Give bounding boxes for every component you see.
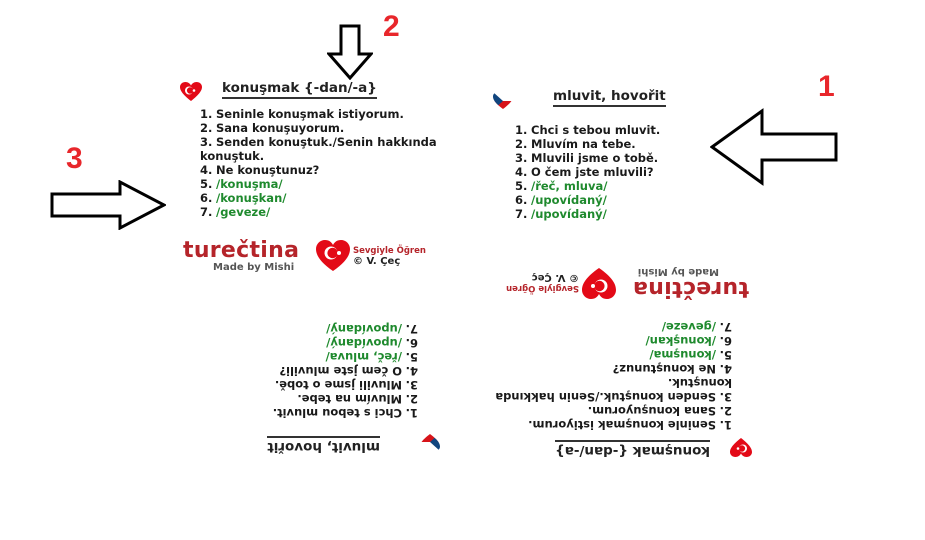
seal-line-1: Sevgiyle Öğren	[353, 246, 426, 256]
list-item: 1.Seninle konuşmak istiyorum.	[528, 418, 732, 432]
turkish-card	[180, 80, 442, 275]
list-item: 7./geveze/	[661, 320, 732, 334]
list-item: 1. Seninle konuşmak istiyorum.	[200, 107, 404, 121]
marker-2: 2	[383, 10, 400, 43]
czech-flag-heart-icon	[493, 92, 513, 110]
turkish-flag-heart-icon	[730, 437, 752, 457]
list-item: 3. Mluvili jsme o tobě.	[515, 151, 659, 165]
list-item: 2. Sana konuşuyorum.	[200, 121, 345, 135]
list-item: 2.Mluvím na tebe.	[297, 392, 418, 406]
list-item: 6./konuşkan/	[645, 334, 732, 348]
arrow-right-icon	[50, 180, 166, 230]
czech-phrase-list	[273, 322, 418, 420]
turkish-card-title: konuşmak {-dan/-a}	[555, 440, 710, 459]
list-item: 7. /upovídaný/	[515, 207, 607, 221]
seal-line-2: © V. Çeç	[353, 256, 401, 267]
list-item: 4.O čem jste mluvili?	[279, 364, 418, 378]
list-item: 4. Ne konuştunuz?	[200, 163, 320, 177]
list-item: 1.Chci s tebou mluvit.	[272, 406, 418, 420]
czech-card-title: mluvit, hovořit	[267, 436, 380, 455]
turkish-phrase-list	[490, 320, 732, 432]
list-item: 5. /konuşma/	[200, 177, 283, 191]
seal-line-2: © V. Çeç	[531, 272, 579, 283]
list-item: 7./upovídaný/	[326, 322, 418, 336]
list-item: 6. /konuşkan/	[200, 191, 287, 205]
heart-seal-icon	[316, 240, 350, 272]
marker-3: 3	[66, 142, 83, 175]
czech-card-flipped	[230, 318, 440, 458]
turkish-phrase-list	[200, 107, 442, 219]
brand-seal	[506, 272, 579, 293]
czech-phrase-list	[515, 123, 660, 221]
czech-flag-heart-icon	[420, 433, 440, 451]
turkish-flag-heart-icon	[180, 82, 202, 102]
list-item: 2. Mluvím na tebe.	[515, 137, 636, 151]
turkish-card-flipped	[490, 264, 752, 459]
brand-name: turečtina	[183, 238, 300, 263]
list-item: 3. Senden konuştuk./Senin hakkında konuştuk.	[200, 135, 437, 163]
arrow-down-icon	[327, 24, 373, 80]
list-item: 1. Chci s tebou mluvit.	[515, 123, 661, 137]
brand-seal	[353, 246, 426, 267]
list-item: 5./konuşma/	[649, 348, 732, 362]
list-item: 4. O čem jste mluvili?	[515, 165, 654, 179]
list-item: 4.Ne konuştunuz?	[612, 362, 732, 376]
czech-card	[493, 85, 703, 225]
marker-1: 1	[818, 70, 835, 103]
brand-made-by: Made by Mishi	[637, 266, 719, 277]
list-item: 3.Mluvili jsme o tobě.	[274, 378, 418, 392]
list-item: 3.Senden konuştuk./Senin hakkında konuştuk.	[495, 376, 732, 404]
arrow-left-icon	[710, 108, 838, 186]
heart-seal-icon	[582, 267, 616, 299]
list-item: 5. /řeč, mluva/	[515, 179, 608, 193]
list-item: 6./upovídaný/	[326, 336, 418, 350]
list-item: 2.Sana konuşuyorum.	[587, 404, 732, 418]
brand-logo	[183, 240, 299, 273]
list-item: 7. /geveze/	[200, 205, 271, 219]
turkish-card-title: konuşmak {-dan/-a}	[222, 80, 377, 99]
brand-logo	[633, 266, 749, 299]
czech-card-title: mluvit, hovořit	[553, 88, 666, 107]
brand-name: turečtina	[632, 276, 749, 301]
seal-line-1: Sevgiyle Öğren	[506, 283, 579, 293]
list-item: 6. /upovídaný/	[515, 193, 607, 207]
list-item: 5./řeč, mluva/	[325, 350, 418, 364]
brand-made-by: Made by Mishi	[213, 262, 295, 273]
